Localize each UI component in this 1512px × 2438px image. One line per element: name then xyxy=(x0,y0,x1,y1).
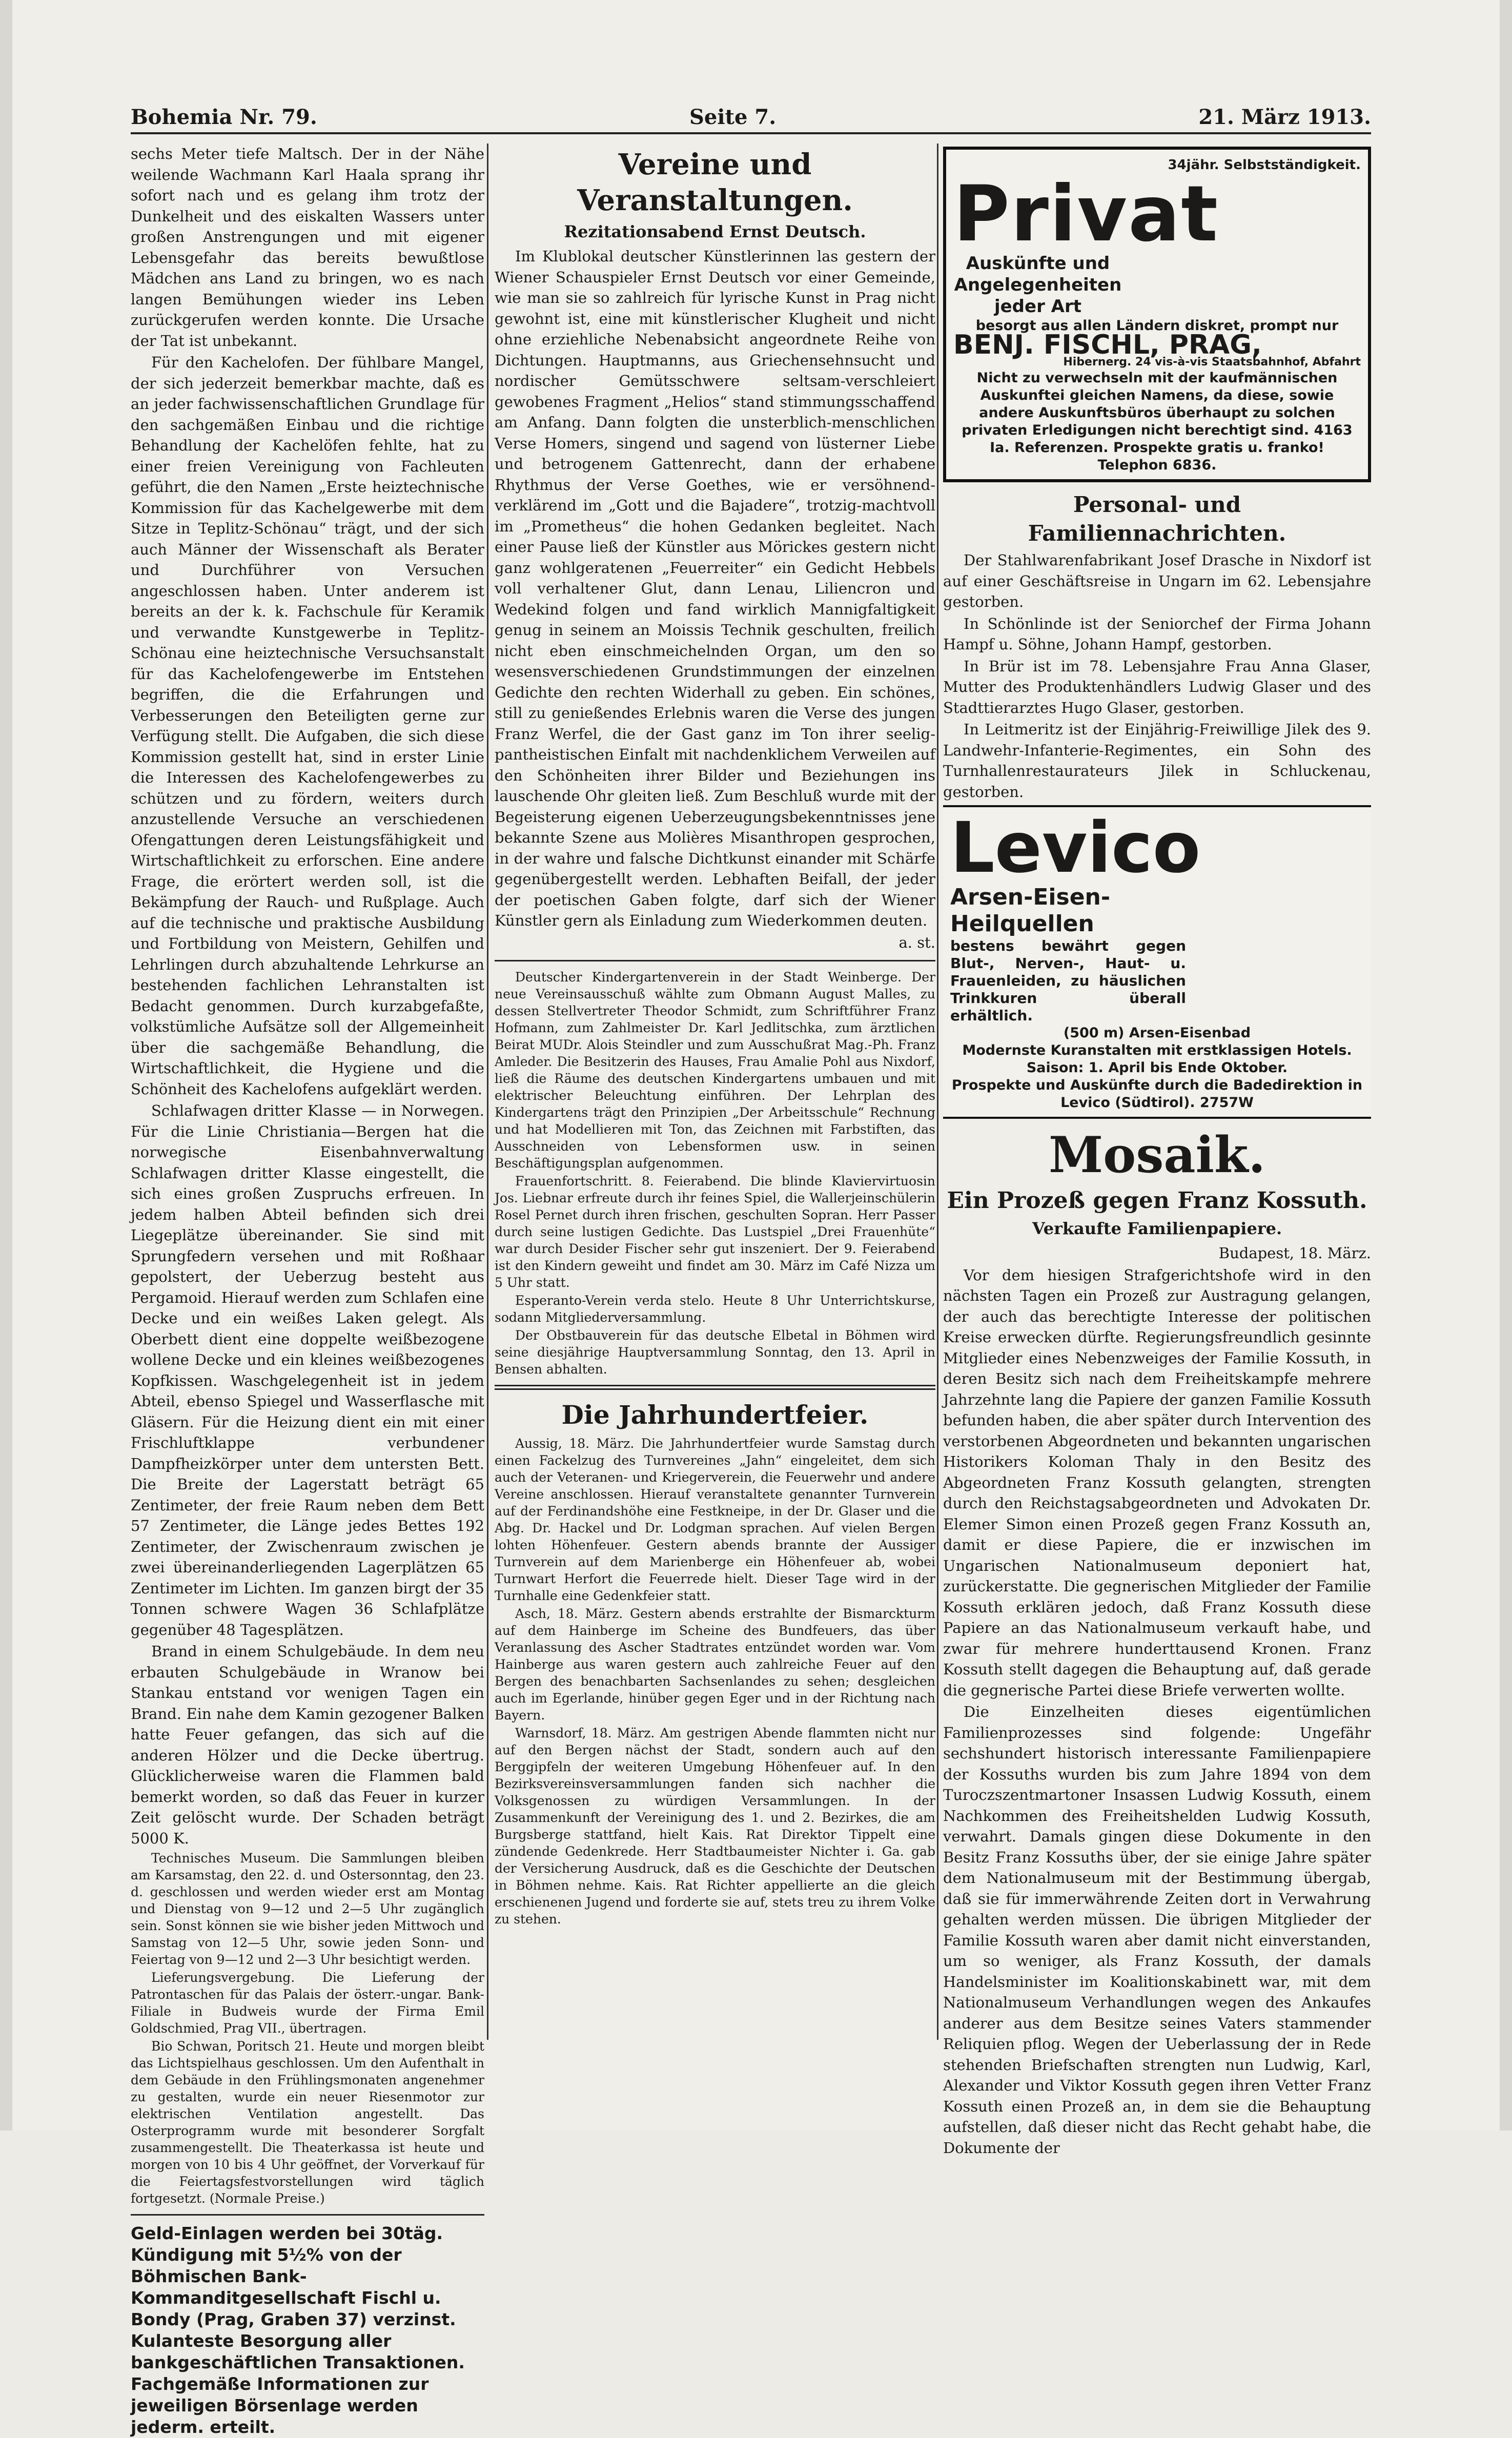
scan-edge-left xyxy=(0,0,12,2130)
article-kachelofen: Für den Kachelofen. Der fühlbare Mangel, der sich jederzeit bemerkbar machte, daß es an jeder fachwissenschaftlichen Grundlage für den sachgemäßen Einbau und die richtige Behandlung der Kachelöfen fehlte, hat zu einer freien Vereinigung von Fachleuten geführt, die den Namen „Erste heiztechnische Kommission für das Kachelgewerbe mit dem Sitze in Teplitz-Schönau“ trägt, und der sich auch Männer der Wissenschaft als Berater und Durchführer von Versuchen angeschlossen haben. Unter anderem ist bereits an der k. k. Fachschule für Keramik und verwandte Kunstgewerbe in Teplitz-Schönau eine heiztechnische Versuchsanstalt für das Kachelofengewerbe im Entstehen begriffen, die die Erfahrungen und Verbesserungen den Beteiligten gerne zur Verfügung stellt. Die Aufgaben, die sich diese Kommission gestellt hat, sind in erster Linie die Interessen des Kachelofengewerbes zu schützen und zu fördern, weiters durch anzustellende Versuche an verschiedenen Ofengattungen deren Leistungsfähigkeit und Wirtschaftlichkeit zu erforschen. Eine andere Frage, die erörtert werden soll, ist die Bekämpfung der Rauch- und Rußplage. Auch auf die technische und praktische Ausbildung und Fortbildung von Meistern, Gehilfen und Lehrlingen durch abzuhaltende Lehrkurse an bestehenden fachlichen Lehranstalten ist Bedacht genommen. Durch kurzabgefaßte, volkstümliche Aufsätze soll der Allgemeinheit über die sachgemäße Behandlung, die Wirtschaftlichkeit, die Hygiene und die Schönheit des Kachelofens aufgeklärt werden. xyxy=(131,354,484,1098)
report-aussig: Aussig, 18. März. Die Jahrhundertfeier wurde Samstag durch einen Fackelzug des Turnvereines „Jahn“ eingeleitet, dem sich auch der Veteranen- und Kriegerverein, die Feuerwehr und andere Vereine anschlossen. Hierauf veranstaltete genannter Turnverein auf der Ferdinandshöhe eine Festkneipe, in der Dr. Glaser und die Abg. Dr. Hackel und Dr. Lodgman sprachen. Auf vielen Bergen lohten Höhenfeuer. Gestern abends brannte der Aussiger Turnverein auf dem Marienberge ein Höhenfeuer ab, wobei Turnwart Herfort die Feuerrede hielt. Dieser Tage wird in der Turnhalle eine Gedenkfeier statt. xyxy=(495,1436,935,1603)
article-signature: a. st. xyxy=(898,933,935,951)
notice-frauenfortschritt: Frauenfortschritt. 8. Feierabend. Die blinde Klaviervirtuosin Jos. Liebnar erfreute durch ihr feines Spiel, die Wallerjeinschülerin Rosel Pernet durch ihren frischen, geschulten Sopran. Herr Passer durch seine lustigen Gedichte. Das Lustspiel „Drei Frauenhüte“ war durch Desider Fischer sehr gut inszeniert. Der 9. Feierabend ist den Kindern geweiht und findet am 30. März im Café Nizza um 5 Uhr statt. xyxy=(495,1174,935,1290)
section-title-mosaik: Mosaik. xyxy=(1049,1126,1265,1184)
section-title-vereine: Vereine und Veranstaltungen. xyxy=(577,148,853,217)
header-rule xyxy=(131,132,1371,134)
ad-line: Nicht zu verwechseln mit der kaufmännischen Auskunftei gleichen Namens, da diese, sowie andere Auskunftsbüros überhaupt zu solchen privaten Erledigungen nicht berechtigt sind. 4163 xyxy=(962,370,1353,438)
header-page-number: Seite 7. xyxy=(689,105,777,129)
article-subtitle-kossuth: Verkaufte Familienpapiere. xyxy=(1032,1219,1282,1238)
ad-line: Prospekte und Auskünfte durch die Badedirektion in Levico (Südtirol). 2757W xyxy=(951,1077,1363,1111)
privat-advertisement xyxy=(943,147,1371,482)
ad-line: besorgt aus allen Ländern diskret, prompt nur xyxy=(975,317,1339,334)
divider xyxy=(131,2214,484,2216)
ad-line: (500 m) Arsen-Eisenbad xyxy=(1063,1025,1251,1041)
article-dateline: Budapest, 18. März. xyxy=(1218,1244,1371,1262)
notice-hampf: In Schönlinde ist der Seniorchef der Firma Johann Hampf u. Söhne, Johann Hampf, gestorben. xyxy=(943,614,1371,653)
notice-obstbauverein: Der Obstbauverein für das deutsche Elbetal in Böhmen wird seine diesjährige Hauptversammlung Sonntag, den 13. April in Bensen abhalten. xyxy=(495,1328,935,1377)
ad-firm-name: BENJ. FISCHL, PRAG, xyxy=(953,329,1262,360)
ad-top-line: 34jähr. Selbstständigkeit. xyxy=(1168,157,1361,173)
notice-glaser: In Brür ist im 78. Lebensjahre Frau Anna Glaser, Mutter des Produktenhändlers Ludwig Glaser und des Stadttierarztes Hugo Glaser, gestorben. xyxy=(943,657,1371,716)
section-title-jahrhundertfeier: Die Jahrhundertfeier. xyxy=(561,1400,869,1430)
ad-telephone: Telephon 6836. xyxy=(1097,457,1217,473)
article-rezitation: Im Klublokal deutscher Künstlerinnen las gestern der Wiener Schauspieler Ernst Deutsch vor einer Gemeinde, wie man sie so zahlreich für lyrische Kunst in Prag nicht gewohnt ist, eine mit künstlerischer Klugheit und nicht ohne erziehliche Nebenabsicht angeordnete Reihe von Dichtungen. Hauptmanns, aus Griechensehnsucht und nordischer Gemütsschwere seltsam-verschleiert gewobenes Fragment „Helios“ stand stimmungsschaffend am Anfang. Dann folgten die unsterblich-menschlichen Verse Homers, singend und sagend von lüsterner Liebe und betrogenem Gattenrecht, dann der erhabene Rhythmus der Verse Goethes, wie er versöhnend-verklärend im „Gott und die Bajadere“, trotzig-machtvoll im „Prometheus“ die hohen Gedanken begleitet. Nach einer Pause ließ der Künstler aus Mörickes gestern nicht ganz wohlgeratenen „Feuerreiter“ ein Gedicht Hebbels voll verhaltener Glut, dann Lenau, Liliencron und Wedekind folgen und fand wirklich Mannigfaltigkeit genug in seinem an Moissis Technik geschulten, freilich nicht eben einschmeichelnden Organ, um den so wesensverschiedenen Grundstimmungen der einzelnen Gedichte den rechten Widerhall zu geben. Ein schönes, still zu genießendes Erlebnis waren die Verse des jungen Franz Werfel, die der Gast ganz im Ton ihrer seelig-pantheistischen Einfalt mit nachdenklichem Verweilen auf den Schönheiten ihrer Bilder und Beziehungen ins lauschende Ohr gleiten ließ. Zum Beschluß wurde mit der Begeisterung eigenen Ueberzeugungsbekenntnisses jene bekannte Szene aus Molières Misanthropen gesprochen, in der wahre und falsche Dichtkunst einander mit Schärfe gegenübergestellt werden. Lebhaften Beifall, der jeder der poetischen Gaben folgte, darf sich der Wiener Künstler gern als Einladung zum Wiederkommen deuten. xyxy=(495,248,935,929)
double-divider xyxy=(495,1385,935,1390)
page-header xyxy=(131,105,1371,141)
article-kossuth-p1: Vor dem hiesigen Strafgerichtshofe wird in den nächsten Tagen ein Prozeß zur Austragung gelangen, der auch das berechtigte Interesse der politischen Kreise erwecken dürfte. Regierungsfreundlich gesinnte Mitglieder eines Nebenzweiges der Familie Kossuth, in deren Besitz sich nach dem Freiheitskampfe mehrere Jahrzehnte lang die Papiere der ganzen Familie Kossuth befunden haben, die aber später durch Intervention des verstorbenen Abgeordneten und bekannten ungarischen Historikers Koloman Thaly in den Besitz des Abgeordneten Franz Kossuth gelangten, strengten durch den Reichstagsabgeordneten und Advokaten Dr. Elemer Simon einen Prozeß gegen Franz Kossuth an, damit er diese Papiere, die er inzwischen im Ungarischen Nationalmuseum deponiert hat, zurückerstatte. Die gegnerischen Mitglieder der Familie Kossuth erklären jedoch, daß Franz Kossuth diese Papiere an das Nationalmuseum verkauft habe, und zwar für mehrere hunderttausend Kronen. Franz Kossuth stellt dagegen die Behauptung auf, daß gerade die gegnerische Partei diese Briefe verwerten wollte. xyxy=(943,1266,1371,1699)
ad-line: Saison: 1. April bis Ende Oktober. xyxy=(1026,1060,1288,1076)
notice-museum: Technisches Museum. Die Sammlungen bleiben am Karsamstag, den 22. d. und Ostersonntag, den 23. d. geschlossen und werden wieder erst am Montag und Dienstag von 9—12 und 2—5 Uhr zugänglich sein. Sonst können sie wie bisher jeden Mittwoch und Samstag von 12—5 Uhr, sowie jeden Sonn- und Feiertag von 9—12 und 2—3 Uhr besichtigt werden. xyxy=(131,1851,484,1967)
article-brand: Brand in einem Schulgebäude. In dem neu erbauten Schulgebäude in Wranow bei Stankau entstand vor wenigen Tagen ein Brand. Ein nahe dem Kamin gezogener Balken hatte Feuer gefangen, das sich auf die anderen Hölzer und die Decke übertrug. Glücklicherweise waren die Flammen bald bemerkt worden, so daß das Feuer in kurzer Zeit gelöscht wurde. Der Schaden beträgt 5000 K. xyxy=(131,1643,484,1847)
header-date: 21. März 1913. xyxy=(1198,105,1371,129)
article-title-kossuth: Ein Prozeß gegen Franz Kossuth. xyxy=(947,1187,1367,1214)
article-schlafwagen: Schlafwagen dritter Klasse — in Norwegen. Für die Linie Christiania—Bergen hat die norwegische Eisenbahnverwaltung Schlafwagen dritter Klasse eingestellt, die sich eines großen Zuspruchs erfreuen. In jedem halben Abteil befinden sich drei Liegeplätze übereinander. Sie sind mit Sprungfedern versehen und mit Roßhaar gepolstert, der Ueberzug besteht aus Pergamoid. Hierauf werden zum Schlafen eine Decke und ein weißes Laken gelegt. Als Oberbett dient eine doppelte weißbezogene wollene Decke und ein kleines weißbezogenes Kopfkissen. Waschgelegenheit ist in jedem Abteil, ebenso Spiegel und Wasserflasche mit Gläsern. Für die Heizung dient ein mit einer Frischluftklappe verbundener Dampfheizkörper unter dem untersten Bett. Die Breite der Lagerstatt beträgt 65 Zentimeter, der freie Raum neben dem Bett 57 Zentimeter, die Länge jedes Bettes 192 Zentimeter, der Zwischenraum zwischen je zwei übereinanderliegenden Lagerplätzen 65 Zentimeter im Lichten. Im ganzen birgt der 35 Tonnen schwere Wagen 36 Schlafplätze gegenüber 48 Tagesplätzen. xyxy=(131,1102,484,1638)
notice-drasche: Der Stahlwarenfabrikant Josef Drasche in Nixdorf ist auf einer Geschäftsreise in Ungarn im 62. Lebensjahre gestorben. xyxy=(943,551,1371,610)
ad-address: Hibernerg. 24 vis-à-vis Staatsbahnhof, Abfahrt xyxy=(1063,356,1361,368)
ad-line: Modernste Kuranstalten mit erstklassigen Hotels. xyxy=(962,1042,1352,1058)
divider xyxy=(495,960,935,961)
ad-privat-right: Auskünfte und Angelegenheiten jeder Art xyxy=(954,253,1122,317)
ad-levico-right xyxy=(950,884,1186,1025)
column-rule-2 xyxy=(937,144,938,2040)
column-3 xyxy=(943,144,1371,2157)
header-left: Bohemia Nr. 79. xyxy=(131,105,317,129)
bank-advertisement: Geld-Einlagen werden bei 30täg. Kündigung mit 5½% von der Böhmischen Bank-Kommanditgesellschaft Fischl u. Bondy (Prag, Graben 37) verzinst. Kulanteste Besorgung aller bankgeschäftlichen Transaktionen. Fachgemäße Informationen zur jeweiligen Börsenlage werden jederm. erteilt. xyxy=(131,2223,465,2437)
ad-levico-subhead: Arsen-Eisen-Heilquellen xyxy=(950,884,1111,937)
notice-jilek: In Leitmeritz ist der Einjährig-Freiwillige Jilek des 9. Landwehr-Infanterie-Regimentes, ein Sohn des Turnhallenrestaurateurs Jilek in Schluckenau, gestorben. xyxy=(943,721,1371,801)
column-rule-1 xyxy=(487,144,488,2040)
report-warnsdorf: Warnsdorf, 18. März. Am gestrigen Abende flammten nicht nur auf den Bergen nächst der Stadt, sondern auch auf den Berggipfeln der weiteren Umgebung Höhenfeuer auf. In den Bezirksvereinsversammlungen fanden sich nachher die Volksgenossen zu würdigen Versammlungen. In der Zusammenkunft der Vereinigung des 1. und 2. Bezirkes, die am Burgsberge stattfand, hielt Kais. Rat Direktor Tippelt eine zündende Gedenkrede. Herr Stadtbaumeister Nichter i. Ga. gab der Versicherung Ausdruck, daß es die Geschichte der Deutschen in Böhmen nehme. Kais. Rat Richter appellierte an die gleich erschienenen Jugend und forderte sie auf, stets treu zu ihrem Volke zu stehen. xyxy=(495,1726,935,1927)
scan-edge-right xyxy=(1500,0,1512,2130)
notice-kindergarten: Deutscher Kindergartenverein in der Stadt Weinberge. Der neue Vereinsausschuß wählte zum Obmann August Malles, zu dessen Stellvertreter Theodor Schmidt, zum Schriftführer Franz Hofmann, zum Zahlmeister Dr. Karl Jedlitschka, zum ärztlichen Beirat MUDr. Alois Steindler und zum Ausschußrat Mag.-Ph. Franz Amleder. Die Besitzerin des Hauses, Frau Amalie Pohl aus Nixdorf, ließ die Räume des deutschen Kindergartens umbauen und mit elektrischer Beleuchtung einführen. Der Lehrplan des Kindergartens trägt den Prinzipien „Der Arbeitsschule“ Rechnung und hat Modellieren mit Ton, das Zeichnen mit Farbstiften, das Ausschneiden von Lebensformen usw. in seinen Beschäftigungsplan aufgenommen. xyxy=(495,970,935,1171)
notice-bio-schwan: Bio Schwan, Poritsch 21. Heute und morgen bleibt das Lichtspielhaus geschlossen. Um den Aufenthalt in dem Gebäude in den Frühlingsmonaten angenehmer zu gestalten, wurde ein neuer Riesenmotor zur elektrischen Ventilation angestellt. Das Osterprogramm wurde mit besonderer Sorgfalt zusammengestellt. Die Theaterkassa ist heute und morgen von 10 bis 4 Uhr geöffnet, der Vorverkauf für die Feiertagsfestvorstellungen wird täglich fortgesetzt. (Normale Preise.) xyxy=(131,2039,484,2206)
ad-levico-headline: Levico xyxy=(950,808,1201,889)
article-subtitle: Rezitationsabend Ernst Deutsch. xyxy=(564,222,866,241)
ad-privat-headline: Privat xyxy=(953,169,1219,259)
notice-esperanto: Esperanto-Verein verda stelo. Heute 8 Uhr Unterrichtskurse, sodann Mitgliederversammlung. xyxy=(495,1293,935,1325)
column-1 xyxy=(131,144,484,2437)
ad-line: Ia. Referenzen. Prospekte gratis u. franko! xyxy=(990,440,1324,456)
ad-levico-text: bestens bewährt gegen Blut-, Nerven-, Haut- u. Frauenleiden, zu häuslichen Trinkkuren überall erhältlich. xyxy=(950,937,1186,1024)
section-title-personal: Personal- und Familiennachrichten. xyxy=(1028,492,1286,546)
notice-lieferung: Lieferungsvergebung. Die Lieferung der Patrontaschen für das Palais der österr.-ungar. Bank-Filiale in Budweis wurde der Firma Emil Goldschmied, Prag VII., übertragen. xyxy=(131,1970,484,2036)
column-2 xyxy=(495,144,935,2050)
levico-advertisement xyxy=(943,805,1371,1119)
article-paragraph: sechs Meter tiefe Maltsch. Der in der Nähe weilende Wachmann Karl Haala sprang ihr sofort nach und es gelang ihm trotz der Dunkelheit und des eiskalten Wassers unter großen Anstrengungen und mit eigener Lebensgefahr das bereits bewußtlose Mädchen ans Land zu bringen, wo es nach langen Bemühungen wieder ins Leben zurückgerufen werden konnte. Die Ursache der Tat ist unbekannt. xyxy=(131,145,484,350)
report-asch: Asch, 18. März. Gestern abends erstrahlte der Bismarckturm auf dem Hainberge im Scheine des Bundfeuers, das über Veranlassung des Ascher Stadtrates entzündet worden war. Vom Hainberge aus waren gestern auch zahlreiche Feuer auf den Bergen des benachbarten Sachsenlandes zu sehen; desgleichen auch im Egerlande, hinüber gegen Eger und in der Richtung nach Bayern. xyxy=(495,1606,935,1723)
article-kossuth-p2: Die Einzelheiten dieses eigentümlichen Familienprozesses sind folgende: Ungefähr sechshundert historisch interessante Familienpapiere der Kossuths wurden bis zum Jahre 1894 von dem Turoczszentmartoner Insassen Ludwig Kossuth, einem Nachkommen des Freiheitshelden Ludwig Kossuth, verwahrt. Damals gingen diese Dokumente in den Besitz Franz Kossuths über, der sie einige Jahre später dem Nationalmuseum mit der Bestimmung übergab, daß sie für immerwährende Zeiten dort in Verwahrung gehalten werden müssen. Die übrigen Mitglieder der Familie Kossuth waren aber damit nicht einverstanden, um so weniger, als Franz Kossuth, der damals Handelsminister im Koalitionskabinett war, mit dem Nationalmuseum Verhandlungen wegen des Ankaufes anderer aus dem Besitze seines Vaters stammender Reliquien pflog. Wegen der Ueberlassung der in Rede stehenden Briefschaften strengten nun Ludwig, Karl, Alexander und Viktor Kossuth gegen ihren Vetter Franz Kossuth einen Prozeß an, in dem sie die Behauptung aufstellen, daß dieser nicht das Recht gehabt habe, die Dokumente der xyxy=(943,1703,1371,2157)
